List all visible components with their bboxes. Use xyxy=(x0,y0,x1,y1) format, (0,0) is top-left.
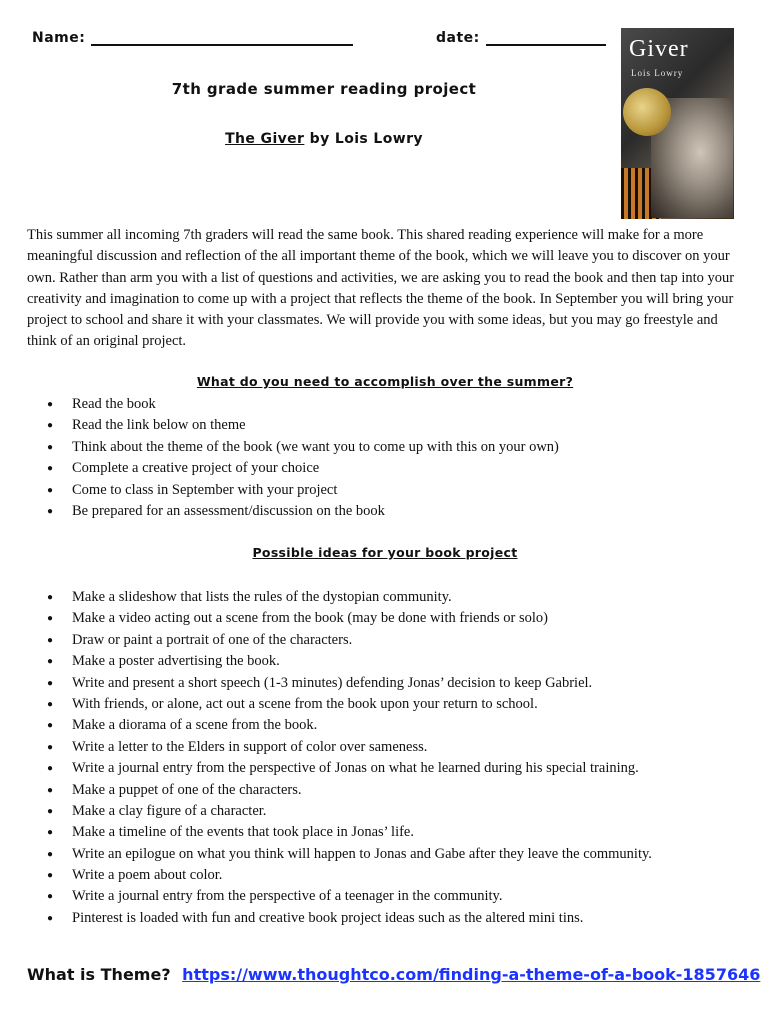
name-blank-line[interactable] xyxy=(91,32,353,46)
ideas-list xyxy=(47,587,652,929)
list-item: ● Write a journal entry from the perspective of Jonas on what he learned during his special training. xyxy=(47,758,652,779)
list-item: ● Read the link below on theme xyxy=(47,415,559,436)
list-item: ● Make a poster advertising the book. xyxy=(47,651,652,672)
list-item: ● Write a journal entry from the perspective of a teenager in the community. xyxy=(47,886,652,907)
name-label: Name: xyxy=(32,30,86,46)
list-item: ● Write a poem about color. xyxy=(47,865,652,886)
date-blank-line[interactable] xyxy=(486,32,606,46)
list-item: ● Draw or paint a portrait of one of the characters. xyxy=(47,630,652,651)
list-item: ● Pinterest is loaded with fun and creative book project ideas such as the altered mini tins. xyxy=(47,908,652,929)
date-label: date: xyxy=(436,30,480,46)
theme-link[interactable]: https://www.thoughtco.com/finding-a-theme-of-a-book-1857646 xyxy=(182,965,761,984)
list-item: ● Read the book xyxy=(47,394,559,415)
list-item: ● Complete a creative project of your choice xyxy=(47,458,559,479)
list-item: ● Come to class in September with your project xyxy=(47,480,559,501)
book-author: by Lois Lowry xyxy=(304,131,423,147)
name-field[interactable] xyxy=(32,30,353,46)
list-item: ● Make a timeline of the events that took place in Jonas’ life. xyxy=(47,822,652,843)
list-item: ● Write and present a short speech (1-3 minutes) defending Jonas’ decision to keep Gabriel. xyxy=(47,673,652,694)
list-item: ● Think about the theme of the book (we want you to come up with this on your own) xyxy=(47,437,559,458)
newbery-medal-icon xyxy=(623,88,671,136)
list-item: ● Make a slideshow that lists the rules of the dystopian community. xyxy=(47,587,652,608)
header-row xyxy=(32,30,602,54)
cover-title: Giver xyxy=(629,36,689,62)
project-title: 7th grade summer reading project xyxy=(171,80,477,98)
accomplish-list xyxy=(47,394,559,522)
list-item: ● Make a video acting out a scene from the book (may be done with friends or solo) xyxy=(47,608,652,629)
theme-row xyxy=(27,965,760,984)
date-field[interactable] xyxy=(436,30,606,46)
list-item: ● Be prepared for an assessment/discussion on the book xyxy=(47,501,559,522)
ideas-heading: Possible ideas for your book project xyxy=(252,545,518,560)
cover-author: Lois Lowry xyxy=(631,68,684,78)
list-item: ● Write an epilogue on what you think will happen to Jonas and Gabe after they leave the community. xyxy=(47,844,652,865)
list-item: ● Make a clay figure of a character. xyxy=(47,801,652,822)
accomplish-heading: What do you need to accomplish over the summer? xyxy=(196,374,574,389)
theme-label: What is Theme? xyxy=(27,965,171,984)
list-item: ● With friends, or alone, act out a scene from the book upon your return to school. xyxy=(47,694,652,715)
book-title xyxy=(0,131,648,147)
list-item: ● Make a diorama of a scene from the book. xyxy=(47,715,652,736)
book-title-name: The Giver xyxy=(225,131,305,147)
list-item: ● Write a letter to the Elders in support of color over sameness. xyxy=(47,737,652,758)
list-item: ● Make a puppet of one of the characters. xyxy=(47,780,652,801)
intro-paragraph: This summer all incoming 7th graders will read the same book. This shared reading experience will make for a more meaningful discussion and reflection of the all important theme of the book, which we will leave you to discover on your own. Rather than arm you with a list of questions and activities, we are asking you to read the book and then tap into your creativity and imagination to come up with a project that reflects the theme of the book. In September you will bring your project to school and share it with your classmates. We will provide you with some ideas, but you may go freestyle and think of an original project. xyxy=(27,227,735,350)
book-cover-image xyxy=(621,28,734,219)
